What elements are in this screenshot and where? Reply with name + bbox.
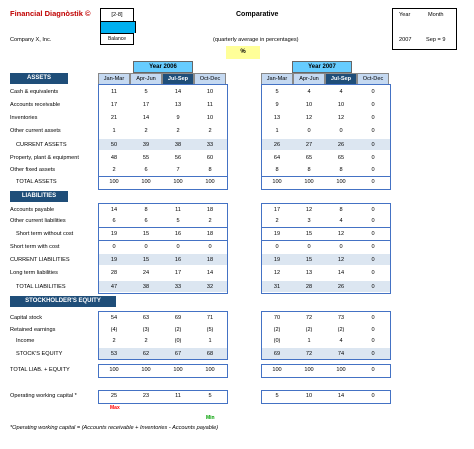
liab-rule2-2007	[261, 240, 391, 241]
cell: 4	[307, 89, 311, 95]
cell: 23	[142, 393, 150, 399]
cell: 47	[110, 284, 118, 290]
row-label-total-assets: TOTAL ASSETS	[16, 179, 57, 185]
cell: 9	[275, 102, 279, 108]
cell: 4	[339, 89, 343, 95]
cell: 100	[304, 179, 314, 185]
cell: (5)	[206, 327, 214, 333]
cell: 21	[110, 115, 118, 121]
cell: 12	[305, 115, 313, 121]
liabilities-section-header: LIABILITIES	[10, 191, 68, 202]
balance-button[interactable]: Balance	[100, 33, 134, 45]
cell: 0	[371, 89, 375, 95]
period-2007-jul-sep[interactable]: Jul-Sep	[325, 73, 357, 85]
cell: 14	[142, 115, 150, 121]
cell: 19	[110, 257, 118, 263]
cell: 65	[305, 155, 313, 161]
year-value[interactable]: 2007	[399, 37, 412, 43]
row-label-short-term-with-cost: Short term with cost	[10, 244, 60, 250]
cell: (2)	[337, 327, 345, 333]
cell: 72	[305, 351, 313, 357]
cell: 26	[337, 284, 345, 290]
assets-section-header: ASSETS	[10, 73, 68, 84]
cell: 69	[273, 351, 281, 357]
cell: 100	[304, 367, 314, 373]
liab-rule2-2006	[98, 240, 228, 241]
row-label-short-term-without-cost: Short term without cost	[16, 231, 74, 237]
cell: 0	[371, 155, 375, 161]
liab-rule1-2007	[261, 227, 391, 228]
cell: 2	[144, 128, 148, 134]
cell: 2	[112, 167, 116, 173]
assets-table-2006	[98, 84, 228, 190]
cell: 2	[275, 218, 279, 224]
cell: 25	[110, 393, 118, 399]
cell: 4	[339, 218, 343, 224]
cell: 0	[371, 231, 375, 237]
cell: 2	[208, 218, 212, 224]
row-label-retained-earnings: Retained earnings	[10, 327, 56, 333]
cell: 62	[142, 351, 150, 357]
cell: 0	[176, 244, 180, 250]
cell: 5	[208, 393, 212, 399]
unit-badge: %	[226, 46, 260, 59]
cell: 0	[371, 270, 375, 276]
cell: 56	[174, 155, 182, 161]
cell: 6	[112, 218, 116, 224]
cell: 100	[109, 367, 119, 373]
cell: 19	[273, 231, 281, 237]
cell: 6	[144, 218, 148, 224]
cell: 100	[173, 367, 183, 373]
cell: 0	[371, 244, 375, 250]
cell: 13	[305, 270, 313, 276]
cell: (0)	[174, 338, 182, 344]
row-label-total-liabilities: TOTAL LIABILITIES	[16, 284, 66, 290]
cell: 12	[273, 270, 281, 276]
cell: 18	[206, 207, 214, 213]
cell: 1	[275, 128, 279, 134]
cell: (3)	[142, 327, 150, 333]
scale-box: [2-8]	[100, 8, 134, 22]
period-2006-apr-jun[interactable]: Apr-Jun	[130, 73, 162, 85]
year-2007-header: Year 2007	[292, 61, 352, 73]
cell: 12	[337, 257, 345, 263]
cell: 0	[371, 218, 375, 224]
cell: 6	[144, 167, 148, 173]
cell: 0	[371, 327, 375, 333]
cell: 11	[207, 102, 213, 108]
assets-table-2007	[261, 84, 391, 190]
cell: 26	[273, 142, 281, 148]
row-label-accounts-payable: Accounts payable	[10, 207, 55, 213]
cell: 68	[206, 351, 214, 357]
cell: 0	[371, 102, 375, 108]
cell: (2)	[305, 327, 313, 333]
row-label-capital-stock: Capital stock	[10, 315, 43, 321]
cell: 13	[174, 102, 182, 108]
period-2006-jul-sep[interactable]: Jul-Sep	[162, 73, 194, 85]
month-value[interactable]: Sep = 9	[426, 37, 446, 43]
row-label-total-liab-equity: TOTAL LIAB. + EQUITY	[10, 367, 70, 373]
cell: 38	[142, 284, 150, 290]
cell: 31	[273, 284, 281, 290]
cell: 2	[112, 338, 116, 344]
period-2007-jan-mar[interactable]: Jan-Mar	[261, 73, 293, 85]
cell: 8	[275, 167, 279, 173]
cell: 13	[273, 115, 281, 121]
row-label-other-current-liabilities: Other current liabilities	[10, 218, 66, 224]
cell: 3	[307, 218, 311, 224]
cell: 100	[205, 367, 215, 373]
cell: 100	[336, 367, 346, 373]
total-assets-rule-2006	[98, 176, 228, 177]
cell: 0	[371, 257, 375, 263]
cell: 8	[208, 167, 212, 173]
cell: 0	[339, 244, 343, 250]
cell: 100	[205, 179, 215, 185]
cell: 33	[206, 142, 214, 148]
cell: 74	[337, 351, 345, 357]
cell: 5	[144, 89, 148, 95]
cell: (0)	[273, 338, 281, 344]
cell: 0	[371, 179, 375, 185]
cell: 0	[371, 142, 375, 148]
cell: 0	[112, 244, 116, 250]
cell: 19	[110, 231, 118, 237]
cell: (2)	[174, 327, 182, 333]
cell: 33	[174, 284, 182, 290]
cell: 39	[142, 142, 150, 148]
cell: 1	[307, 338, 311, 344]
cell: 2	[208, 128, 212, 134]
cell: 7	[176, 167, 180, 173]
cell: 11	[175, 393, 181, 399]
cell: 10	[305, 393, 313, 399]
cell: 2	[144, 338, 148, 344]
cell: 0	[307, 244, 311, 250]
cell: 100	[141, 367, 151, 373]
cell: 100	[336, 179, 346, 185]
cell: 72	[305, 315, 313, 321]
cell: 8	[339, 167, 343, 173]
cell: 17	[110, 102, 118, 108]
min-indicator: Min	[206, 415, 215, 421]
cell: 11	[111, 89, 117, 95]
cell: 55	[142, 155, 150, 161]
cell: 5	[275, 89, 279, 95]
year-label: Year	[399, 12, 411, 18]
footnote: *Operating working capital = (Accounts receivable + Inventories - Accounts payable)	[10, 425, 219, 431]
cell: 10	[206, 115, 214, 121]
cell: 12	[305, 207, 313, 213]
year-2006-header: Year 2006	[133, 61, 193, 73]
cell: 28	[305, 284, 313, 290]
period-2006-jan-mar[interactable]: Jan-Mar	[98, 73, 130, 85]
cell: 0	[371, 167, 375, 173]
cell: 8	[339, 207, 343, 213]
cell: 16	[174, 257, 182, 263]
cell: 70	[273, 315, 281, 321]
period-2007-apr-jun[interactable]: Apr-Jun	[293, 73, 325, 85]
row-label-other-current-assets: Other current assets	[10, 128, 61, 134]
cell: 65	[337, 155, 345, 161]
row-label-income: Income	[16, 338, 35, 344]
cell: 28	[110, 270, 118, 276]
cell: (2)	[273, 327, 281, 333]
cell: 69	[174, 315, 182, 321]
cell: 100	[272, 367, 282, 373]
cell: 0	[208, 244, 212, 250]
cell: 14	[337, 270, 345, 276]
cell: 26	[337, 142, 345, 148]
cell: 8	[307, 167, 311, 173]
cell: 18	[206, 231, 214, 237]
cell: 0	[371, 367, 375, 373]
cell: 64	[273, 155, 281, 161]
cell: 17	[142, 102, 150, 108]
cell: 0	[371, 351, 375, 357]
row-label-stocks-equity: STOCK'S EQUITY	[16, 351, 63, 357]
cell: 2	[176, 128, 180, 134]
cell: 50	[110, 142, 118, 148]
cell: 9	[176, 115, 180, 121]
cell: 1	[112, 128, 116, 134]
balance-color-swatch	[100, 21, 136, 33]
row-label-long-term-liabilities: Long term liabilities	[10, 270, 58, 276]
cell: 32	[206, 284, 214, 290]
row-label-ar: Accounts receivable	[10, 102, 61, 108]
cell: 53	[110, 351, 118, 357]
cell: 15	[142, 231, 150, 237]
subtitle: (quarterly average in percentages)	[213, 37, 299, 43]
row-label-other-fixed-assets: Other fixed assets	[10, 167, 56, 173]
row-label-current-assets: CURRENT ASSETS	[16, 142, 67, 148]
max-indicator: Max	[110, 405, 120, 411]
cell: 71	[206, 315, 214, 321]
cell: 24	[142, 270, 150, 276]
row-label-ppe: Property, plant & equipment	[10, 155, 79, 161]
cell: 18	[206, 257, 214, 263]
total-assets-rule-2007	[261, 176, 391, 177]
period-2007-oct-dec[interactable]: Oct-Dec	[357, 73, 389, 85]
app-title: Financial Diagnòstik ©	[10, 9, 91, 18]
cell: 17	[174, 270, 182, 276]
liab-rule1-2006	[98, 227, 228, 228]
cell: 5	[176, 218, 180, 224]
equity-section-header: STOCKHOLDER'S EQUITY	[10, 296, 116, 307]
cell: 0	[307, 128, 311, 134]
cell: 100	[272, 179, 282, 185]
cell: 16	[174, 231, 182, 237]
cell: (4)	[110, 327, 118, 333]
cell: 10	[206, 89, 214, 95]
cell: 100	[173, 179, 183, 185]
cell: 0	[371, 207, 375, 213]
cell: 14	[206, 270, 214, 276]
cell: 48	[110, 155, 118, 161]
row-label-cash: Cash & equivalents	[10, 89, 59, 95]
cell: 0	[144, 244, 148, 250]
cell: 4	[339, 338, 343, 344]
cell: 0	[275, 244, 279, 250]
cell: 19	[273, 257, 281, 263]
month-label: Month	[428, 12, 444, 18]
cell: 100	[109, 179, 119, 185]
cell: 5	[275, 393, 279, 399]
page-title: Comparative	[236, 11, 279, 18]
cell: 0	[371, 315, 375, 321]
cell: 63	[142, 315, 150, 321]
company-name: Company X, Inc.	[10, 37, 52, 43]
row-label-inventories: Inventories	[10, 115, 38, 121]
cell: 27	[305, 142, 313, 148]
cell: 0	[339, 128, 343, 134]
row-label-operating-working-capital: Operating working capital *	[10, 393, 77, 399]
cell: 10	[305, 102, 313, 108]
cell: 14	[337, 393, 345, 399]
cell: 17	[273, 207, 281, 213]
row-label-current-liabilities: CURRENT LIABILITIES	[10, 257, 70, 263]
cell: 0	[371, 393, 375, 399]
cell: 38	[174, 142, 182, 148]
cell: 12	[337, 231, 345, 237]
cell: 0	[371, 115, 375, 121]
cell: 54	[110, 315, 118, 321]
cell: 15	[305, 231, 313, 237]
cell: 1	[208, 338, 212, 344]
cell: 12	[337, 115, 345, 121]
cell: 10	[337, 102, 345, 108]
cell: 14	[174, 89, 182, 95]
cell: 0	[371, 284, 375, 290]
cell: 14	[110, 207, 118, 213]
cell: 8	[144, 207, 148, 213]
cell: 0	[371, 128, 375, 134]
cell: 0	[371, 338, 375, 344]
cell: 15	[305, 257, 313, 263]
cell: 100	[141, 179, 151, 185]
period-2006-oct-dec[interactable]: Oct-Dec	[194, 73, 226, 85]
cell: 67	[174, 351, 182, 357]
cell: 15	[142, 257, 150, 263]
cell: 73	[337, 315, 345, 321]
cell: 11	[175, 207, 181, 213]
cell: 60	[206, 155, 214, 161]
